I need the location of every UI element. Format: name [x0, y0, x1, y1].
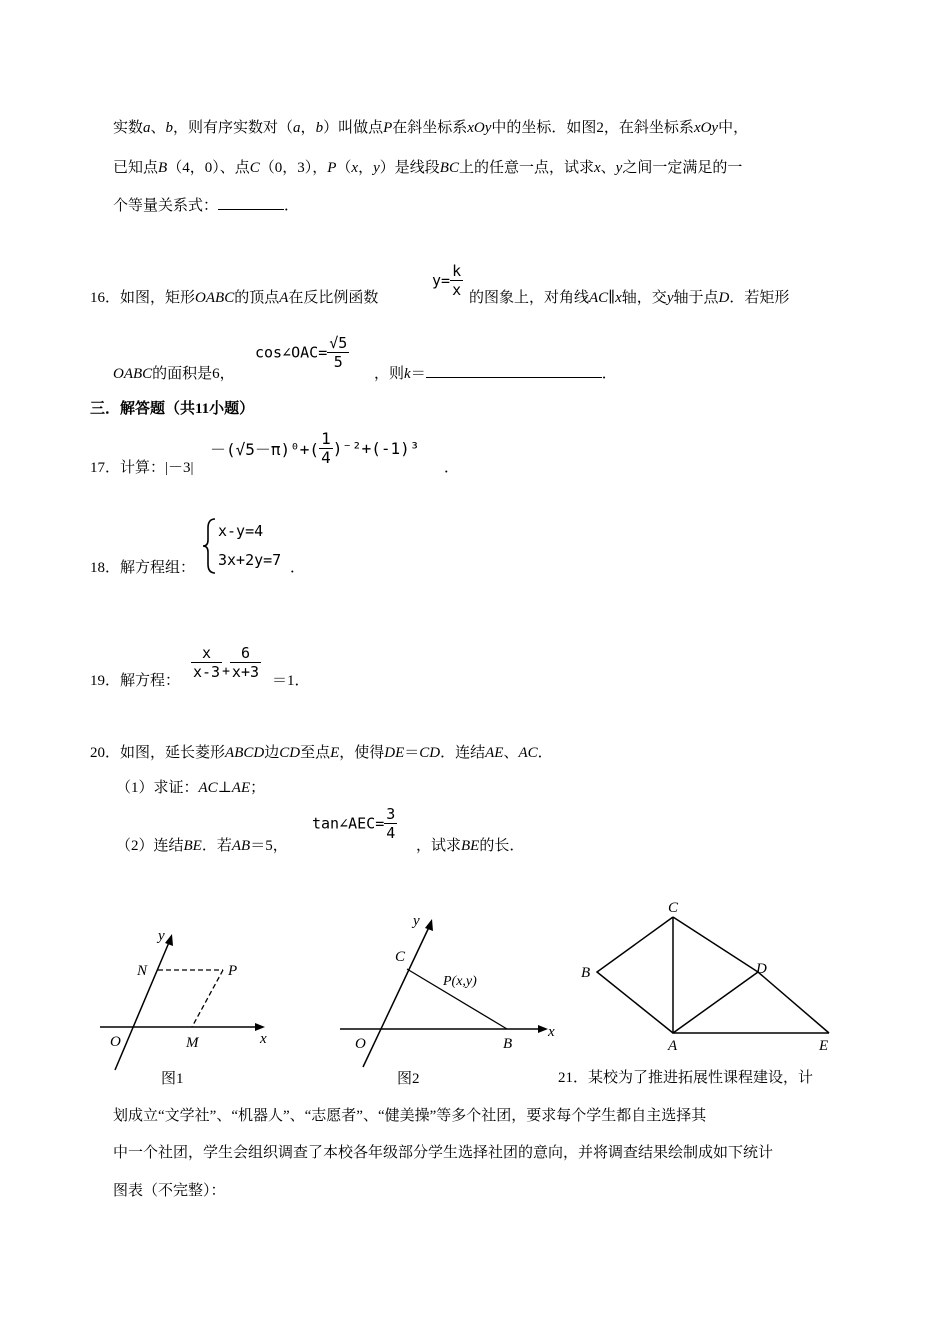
q16-line2: OABC的面积是6， [113, 366, 235, 382]
q19-fraction-2: $\frac{6}{x+3}$ [231, 644, 260, 681]
q16-line2-tail: ，则k＝ ． [374, 366, 617, 382]
q15-line2: 已知点B（4，0）、点C（0，3），P（x，y）是线段BC上的任意一点，试求x、y之间一定满足的一 [113, 160, 743, 176]
q19-fraction-1: $\frac{x}{x-3}$ [193, 644, 221, 681]
fig1-label-y: y [158, 928, 165, 944]
q16-answer-blank[interactable] [426, 377, 602, 378]
q16-cos-fraction: $\frac{√5}{5}$ [329, 334, 348, 371]
q17-expression: －(√5－π)⁰+( $\frac{1}{4}$ )⁻²+(-1)³ [210, 429, 420, 467]
fig3-label-b: B [581, 965, 591, 981]
q18-eq1: x-y=4 [218, 522, 264, 540]
fig3-label-e: E [819, 1038, 829, 1054]
q15-answer-blank[interactable] [218, 209, 284, 210]
q20-part2: （2）连结BE．若AB＝5， [116, 838, 288, 854]
fig3-label-c: C [668, 900, 679, 916]
fig1-label-m: M [186, 1035, 199, 1051]
figure-3 [575, 895, 845, 1055]
fig1-y-arrow [165, 934, 173, 946]
brace-icon [202, 516, 218, 576]
q19-text: 19．解方程： [90, 673, 181, 689]
figure-2 [335, 905, 560, 1090]
q16-line1: 16．如图，矩形OABC的顶点A在反比例函数 [90, 290, 379, 306]
q19-end: ＝1． [272, 673, 310, 689]
fig1-x-arrow [255, 1023, 265, 1031]
q21-line4: 图表（不完整）： [113, 1183, 226, 1199]
q20-part1: （1）求证：AC⊥AE； [116, 780, 266, 796]
q21-line3: 中一个社团，学生会组织调查了本校各年级部分学生选择社团的意向，并将调查结果绘制成如下统计 [113, 1145, 774, 1161]
fig1-caption: 图1 [161, 1071, 184, 1087]
q15-line1: 实数a、b，则有序实数对（a，b）叫做点P在斜坐标系xOy中的坐标．如图2，在斜坐标系xOy中， [113, 120, 749, 136]
q16-line1-tail: 的图象上，对角线AC∥x轴，交y轴于点D．若矩形 [469, 290, 790, 306]
fig2-y-axis [363, 925, 430, 1067]
q20-part2-tail: ，试求BE的长． [416, 838, 525, 854]
q18-brace [202, 516, 218, 581]
q20-line1: 20．如图，延长菱形ABCD边CD至点E，使得DE＝CD．连结AE、AC． [90, 745, 553, 761]
q18-end: ． [290, 560, 306, 576]
q16-func-fraction: $\frac{k}{x}$ [452, 262, 462, 299]
fig2-caption: 图2 [397, 1071, 420, 1087]
q15-line3: 个等量关系式： ． [113, 198, 300, 214]
section-heading: 三．解答题（共11小题） [90, 401, 255, 417]
q16-cosine: cos∠OAC= $\frac{√5}{5}$ [255, 334, 348, 371]
fig3-rhombus [597, 917, 758, 1033]
q18-eq2: 3x+2y=7 [218, 551, 282, 569]
fig2-label-y: y [413, 913, 420, 929]
fig3-label-a: A [668, 1038, 678, 1054]
fig2-label-o: O [355, 1036, 366, 1052]
fig1-label-p: P [228, 963, 238, 979]
fig2-y-arrow [425, 919, 433, 931]
q19-equation: $\frac{x}{x-3}$ + $\frac{6}{x+3}$ [193, 644, 260, 681]
fig1-dashed-pm [192, 970, 223, 1027]
fig2-label-b: B [503, 1036, 513, 1052]
q18-text: 18．解方程组： [90, 560, 196, 576]
fig2-label-c: C [395, 949, 406, 965]
q20-tan-fraction: $\frac{3}{4}$ [386, 805, 396, 842]
q20-tangent: tan∠AEC= $\frac{3}{4}$ [312, 805, 396, 842]
fig1-label-x: x [260, 1031, 267, 1047]
figure-1 [95, 920, 285, 1090]
q17-end: ． [444, 460, 460, 476]
fig1-label-n: N [137, 963, 148, 979]
fig1-y-axis [115, 940, 170, 1070]
fig2-label-x: x [548, 1024, 555, 1040]
q17-text: 17．计算：|－3| [90, 460, 194, 476]
fig2-x-arrow [538, 1025, 548, 1033]
fig3-segment-de [758, 972, 829, 1033]
q17-fraction: $\frac{1}{4}$ [321, 429, 331, 467]
fig2-label-p: P(x,y) [443, 974, 477, 989]
fig1-label-o: O [110, 1034, 121, 1050]
fig3-label-d: D [756, 961, 767, 977]
q21-line1: 21．某校为了推进拓展性课程建设，计 [558, 1070, 814, 1086]
q21-line2: 划成立“文学社”、“机器人”、“志愿者”、“健美操”等多个社团，要求每个学生都自主选择其 [113, 1108, 707, 1124]
q16-function: y= $\frac{k}{x}$ [432, 262, 462, 299]
